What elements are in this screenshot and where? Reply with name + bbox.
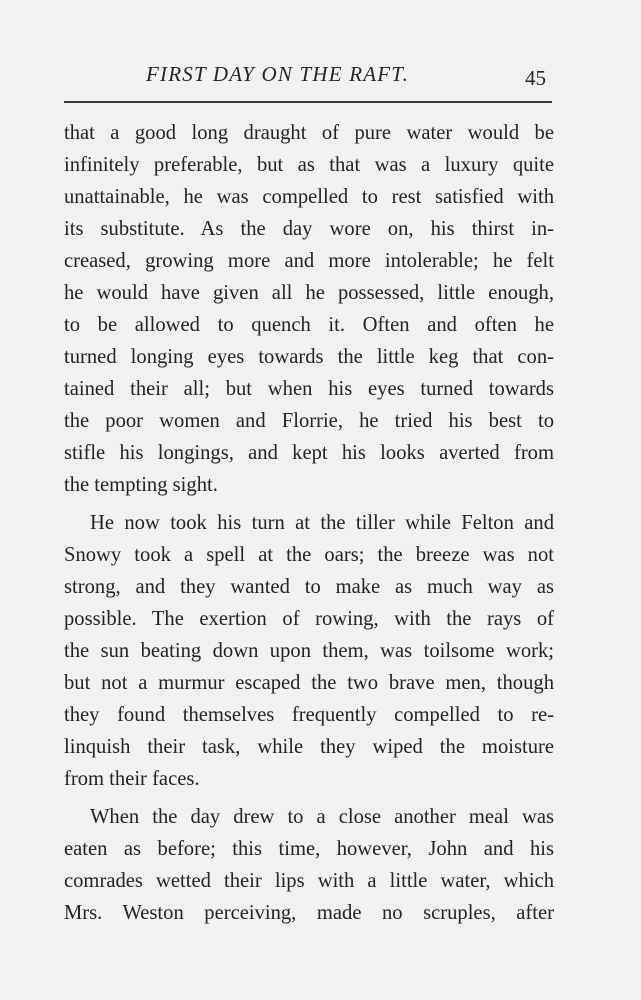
paragraph bbox=[64, 507, 554, 795]
text-line: He now took his turn at the tiller while Felton and bbox=[90, 512, 554, 534]
text-line: Snowy took a spell at the oars; the breeze was not bbox=[64, 544, 554, 566]
text-line: tained their all; but when his eyes turned towards bbox=[64, 378, 554, 400]
text-line: that a good long draught of pure water would be bbox=[64, 122, 554, 144]
text-line: stifle his longings, and kept his looks averted from bbox=[64, 442, 554, 464]
running-title: FIRST DAY ON THE RAFT. bbox=[146, 62, 410, 86]
paragraph bbox=[64, 801, 554, 929]
text-line: linquish their task, while they wiped the moisture bbox=[64, 736, 554, 758]
text-line: eaten as before; this time, however, John and his bbox=[64, 838, 554, 860]
text-line: unattainable, he was compelled to rest satisfied with bbox=[64, 186, 554, 208]
text-line: he would have given all he possessed, little enough, bbox=[64, 282, 554, 304]
text-line: the tempting sight. bbox=[64, 474, 218, 496]
text-line: When the day drew to a close another meal was bbox=[90, 806, 554, 828]
text-line: infinitely preferable, but as that was a luxury quite bbox=[64, 154, 554, 176]
text-line: creased, growing more and more intolerable; he felt bbox=[64, 250, 554, 272]
text-line: strong, and they wanted to make as much way as bbox=[64, 576, 554, 598]
text-line: comrades wetted their lips with a little water, which bbox=[64, 870, 554, 892]
text-line: but not a murmur escaped the two brave men, though bbox=[64, 672, 554, 694]
text-line: its substitute. As the day wore on, his thirst in- bbox=[64, 218, 554, 240]
text-line: possible. The exertion of rowing, with the rays of bbox=[64, 608, 554, 630]
running-head bbox=[64, 62, 552, 94]
text-line: to be allowed to quench it. Often and often he bbox=[64, 314, 554, 336]
text-line: Mrs. Weston perceiving, made no scruples, after bbox=[64, 902, 554, 924]
text-line: the sun beating down upon them, was toilsome work; bbox=[64, 640, 554, 662]
text-line: the poor women and Florrie, he tried his best to bbox=[64, 410, 554, 432]
text-line: from their faces. bbox=[64, 768, 200, 790]
paragraph bbox=[64, 117, 554, 501]
body-text bbox=[64, 117, 554, 929]
text-line: turned longing eyes towards the little keg that con- bbox=[64, 346, 554, 368]
header-rule bbox=[64, 101, 552, 103]
text-line: they found themselves frequently compelled to re- bbox=[64, 704, 554, 726]
page-number: 45 bbox=[525, 66, 546, 90]
